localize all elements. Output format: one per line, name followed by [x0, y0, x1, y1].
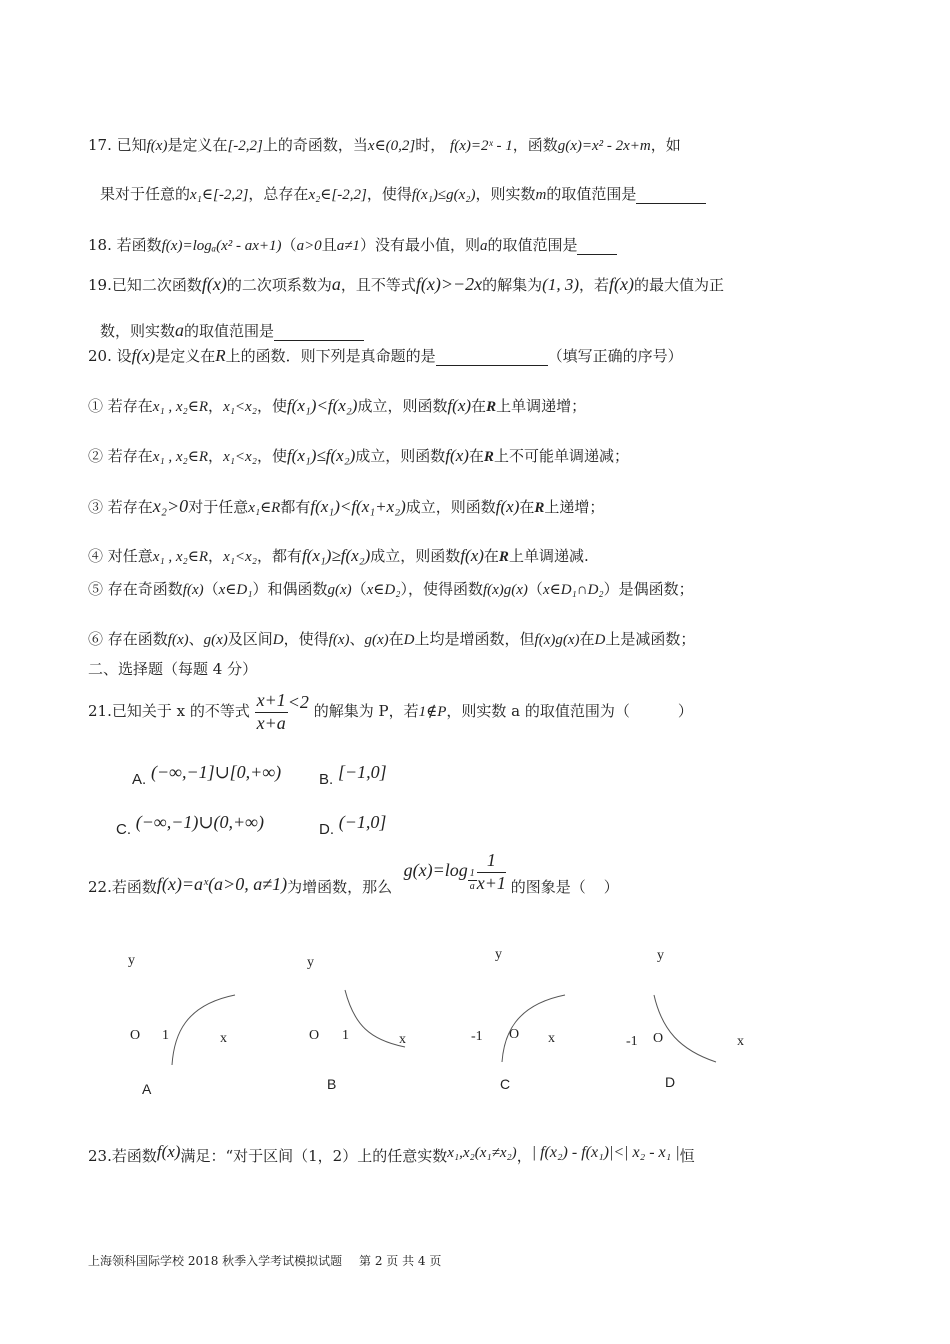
q17-line2: 果对于任意的x₁∈[-2,2]，总存在x₂∈[-2,2]，使得f(x₁)≤g(x₂)，则实数m的取值范围是 — [100, 185, 706, 204]
graph-c-curve — [490, 990, 580, 1070]
graph-d-y-label: y — [657, 948, 664, 963]
graph-a-mark: 1 — [162, 1028, 169, 1043]
graph-c-x-label: x — [548, 1031, 555, 1046]
q20-statement-5: ⑤ 存在奇函数f(x)（x∈D₁）和偶函数g(x)（x∈D₂），使得函数f(x)g(x)（x∈D₁∩D₂）是偶函数； — [88, 580, 694, 598]
graph-d-curve — [650, 990, 730, 1070]
q20-statement-4: ④ 对任意x₁ , x₂∈R，x₁<x₂，都有f(x₁)≥f(x₂)成立，则函数f(x)在R上单调递减. — [88, 546, 589, 565]
q18-answer-blank — [577, 236, 617, 255]
graph-c-y-label: y — [495, 947, 502, 962]
q20-answer-blank — [436, 347, 548, 366]
graph-d-caption: D — [665, 1074, 676, 1090]
q21-line: 21.已知关于 x 的不等式 $\frac{x+1}{x+a}$ <2 的解集为 P，若1∉P，则实数 a 的取值范围为（ ） — [88, 690, 693, 733]
graph-b-x-label: x — [399, 1032, 406, 1047]
q20-statement-1: ① 若存在x₁ , x₂∈R，x₁<x₂，使f(x₁)<f(x₂)成立，则函数f(x)在R上单调递增； — [88, 396, 587, 415]
graph-c-origin: O — [509, 1027, 520, 1042]
q20-statement-2: ② 若存在x₁ , x₂∈R，x₁<x₂，使f(x₁)≤f(x₂)成立，则函数f(x)在R上不可能单调递减； — [88, 446, 629, 465]
footer-school: 上海领科国际学校 2018 秋季入学考试模拟试题 — [88, 1254, 343, 1268]
graph-a-curve — [160, 990, 250, 1070]
q20-head: 20. 设f(x)是定义在R上的函数．则下列是真命题的是 （填写正确的序号） — [88, 346, 683, 365]
q22-fraction: $\frac{1}{x+1}$ — [476, 850, 506, 893]
graph-d-mark: -1 — [626, 1034, 638, 1049]
section-heading: 二、选择题（每题 4 分） — [88, 660, 258, 678]
q21-option-d: D. (−1,0] — [319, 812, 387, 838]
q19-answer-blank — [274, 322, 364, 341]
q21-option-a: A. (−∞,−1]∪[0,+∞) — [132, 762, 282, 788]
q19-line2: 数，则实数a的取值范围是 — [100, 320, 364, 342]
q20-statement-3: ③ 若存在x₂>0对于任意x₁∈R都有f(x₁)<f(x₁+x₂)成立，则函数f(x)在R上递增； — [88, 496, 605, 516]
q19-line1: 19.已知二次函数f(x)的二次项系数为a，且不等式f(x)>−2x的解集为(1, 3)，若f(x)的最大值为正 — [88, 274, 724, 294]
footer-page-number: 第 2 页 共 4 页 — [359, 1254, 442, 1268]
graph-a-caption: A — [142, 1081, 152, 1097]
graph-b-origin: O — [309, 1028, 320, 1043]
graph-b-mark: 1 — [342, 1028, 349, 1043]
graph-a-x-label: x — [220, 1031, 227, 1046]
q18-line: 18. 若函数f(x)=logₐ(x² - ax+1)（a>0且a≠1）没有最小值，则a的取值范围是 — [88, 236, 617, 255]
graph-b-y-label: y — [307, 955, 314, 970]
q17-line1: 17. 已知f(x)是定义在[-2,2]上的奇函数，当x∈(0,2]时， f(x)=2ˣ - 1，函数g(x)=x² - 2x+m，如 — [88, 136, 681, 154]
graph-c-mark: -1 — [471, 1029, 483, 1044]
q22-line: 22.若函数f(x)=aˣ(a>0, a≠1)为增函数，那么 g(x)=log $\frac{1}{a}$ $\frac{1}{x+1}$ 的图象是（ ） — [88, 850, 619, 897]
q22-log-base: $\frac{1}{a}$ — [469, 867, 475, 892]
graph-c-caption: C — [500, 1076, 511, 1092]
graph-a-origin: O — [130, 1028, 141, 1043]
q21-fraction: $\frac{x+1}{x+a}$ — [256, 690, 286, 733]
graph-b-curve — [340, 985, 430, 1055]
graph-b-caption: B — [327, 1076, 337, 1092]
q21-option-c: C. (−∞,−1)∪(0,+∞) — [116, 812, 264, 838]
graph-d-x-label: x — [737, 1034, 744, 1049]
q21-option-b: B. [−1,0] — [319, 762, 387, 788]
graph-a-y-label: y — [128, 953, 135, 968]
q20-statement-6: ⑥ 存在函数f(x)、g(x)及区间D，使得f(x)、g(x)在D上均是增函数，但f(x)g(x)在D上是减函数； — [88, 630, 696, 648]
q17-answer-blank — [636, 185, 706, 204]
q23-line: 23.若函数f(x)满足：“对于区间（1，2）上的任意实数x₁,x₂(x₁≠x₂)，| f(x₂) - f(x₁)|<| x₂ - x₁ |恒 — [88, 1142, 695, 1165]
graph-d-origin: O — [653, 1031, 664, 1046]
